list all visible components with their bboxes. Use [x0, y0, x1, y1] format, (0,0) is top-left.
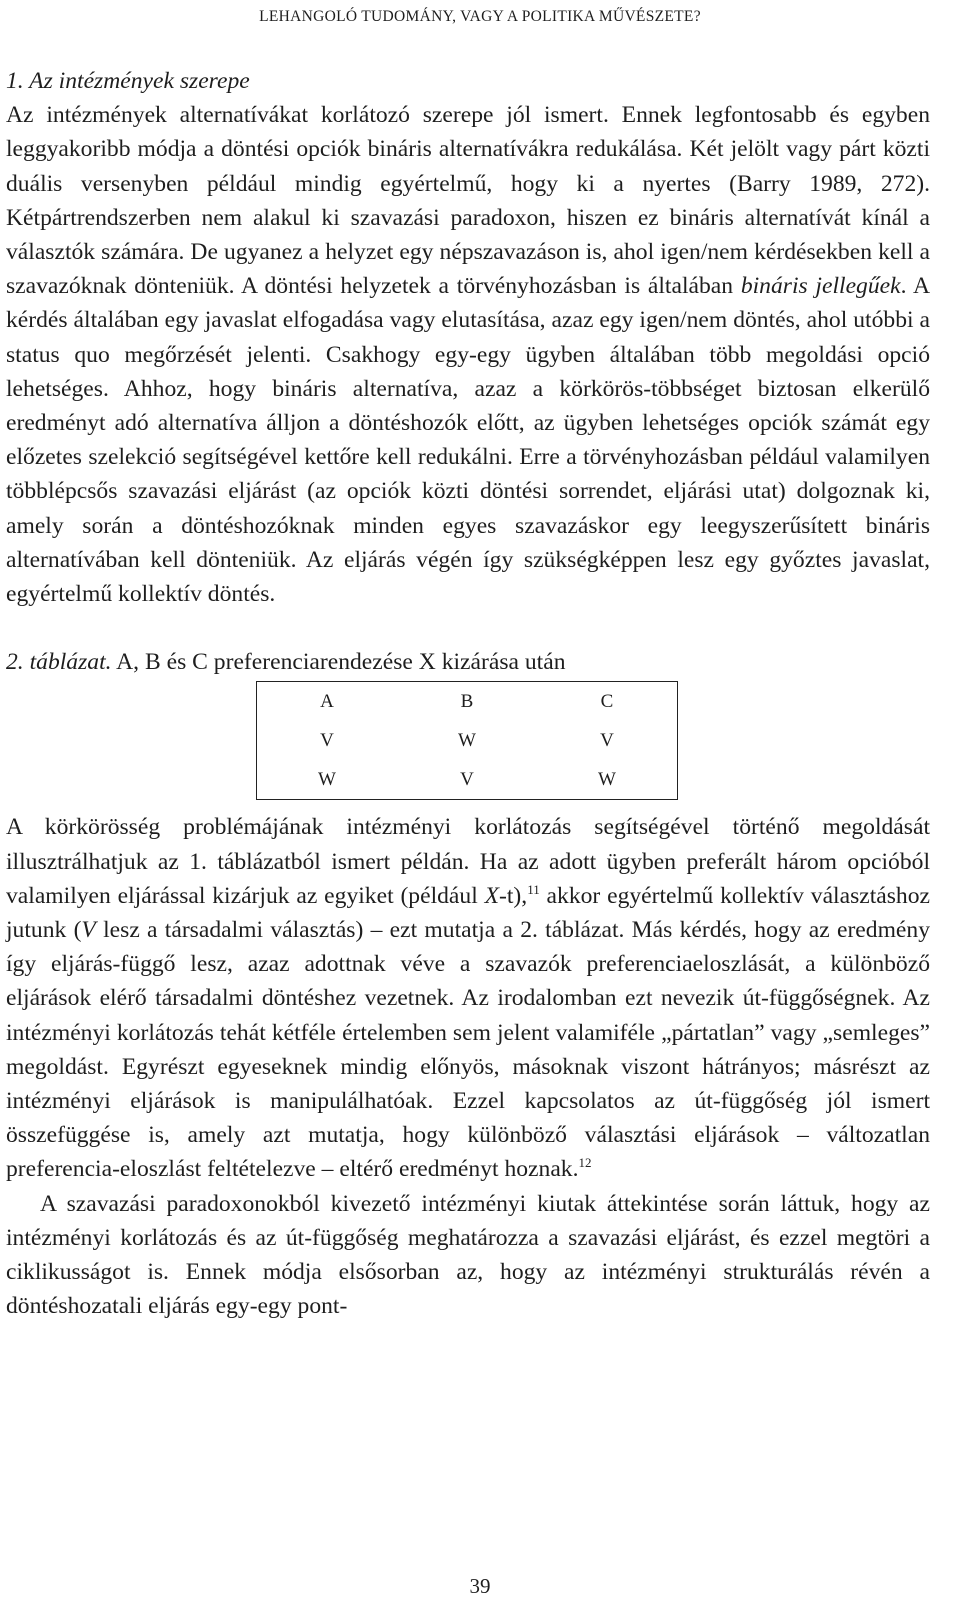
- section-heading: 1. Az intézmények szerepe: [6, 68, 250, 94]
- table-caption: [6, 645, 930, 679]
- paragraph-summary: A szavazási paradoxonokból kivezető intézményi kiutak áttekintése során láttuk, hogy az intézményi korlátozás és az út-függőség meghatározza a szavazási eljárást, és ezzel megtöri a ciklikusságot is. Ennek módja elsősorban az, hogy az intézményi strukturálás révén a döntéshozatali eljárás egy-egy pont-: [6, 1190, 930, 1320]
- emphasis-v: V: [81, 917, 96, 944]
- table-row: [257, 682, 678, 722]
- paragraph-circularity: A körkörösség problémájának intézményi korlátozás segítségével történő megoldását illusztrálhatjuk az 1. táblázatból ismert példán. Ha az adott ügyben preferált három opcióból valamilyen eljárással kizárjuk az egyiket (például X-t),$^{11}$ akkor egyértelmű kollektív választáshoz jutunk (V lesz a társadalmi választás) – ezt mutatja a 2. táblázat. Más kérdés, hogy az eredmény így eljárás-függő lesz, azaz adottnak véve a szavazók preferenciaeloszlását, a különböző eljárások elérő társadalmi döntéshez vezetnek. Az irodalomban ezt nevezik út-függőségnek. Az intézményi korlátozás tehát kétféle értelemben sem jelent valamiféle „pártatlan” vagy „semleges” megoldást. Egyrészt egyeseknek mindig előnyös, másoknak viszont hátrányos; másrészt az intézményi eljárások is manipulálhatóak. Ezzel kapcsolatos az út-függőség jól ismert összefüggése is, amely azt mutatja, hogy különböző választási eljárások – változatlan preferencia-eloszlást feltételezve – eltérő eredményt hoznak.$^{12}$: [6, 814, 930, 1183]
- table-cell: V: [460, 769, 474, 791]
- table-cell: A: [320, 691, 334, 713]
- table-cell: B: [460, 691, 474, 713]
- table-caption-text: A, B és C preferenciarendezése X kizárása után: [111, 649, 566, 676]
- footnote-ref-12[interactable]: 12: [578, 1155, 592, 1171]
- emphasis-x: X: [484, 882, 500, 909]
- table-cell: W: [318, 769, 336, 791]
- table-cell: V: [600, 730, 614, 752]
- table-caption-label: 2. táblázat.: [6, 649, 112, 676]
- emphasis-binary: bináris jellegűek: [740, 273, 901, 300]
- page-number: 39: [469, 1574, 491, 1598]
- table-cell: C: [600, 691, 614, 713]
- footnote-ref-11[interactable]: 11: [527, 881, 540, 897]
- paragraph-institutions: Az intézmények alternatívákat korlátozó szerepe jól ismert. Ennek legfontosabb és egyben leggyakoribb módja a döntési opciók bináris alternatívákra redukálása. Két jelölt vagy párt közti duális versenyben például mindig egyértelmű, hogy ki a nyertes (Barry 1989, 272). Kétpártrendszerben nem alakul ki szavazási paradoxon, hiszen ez bináris alternatívát kínál a választók számára. De ugyanez a helyzet egy népszavazáson is, ahol igen/nem kérdésekben kell a szavazóknak dönteniük. A döntési helyzetek a törvényhozásban is általában bináris jellegűek. A kérdés általában egy javaslat elfogadása vagy elutasítása, azaz egy igen/nem döntés, ahol utóbbi a status quo megőrzését jelenti. Csakhogy egy-egy ügyben általában több megoldási opció lehetséges. Ahhoz, hogy bináris alternatíva, azaz a körkörös-többséget biztosan elkerülő eredményt adó alternatíva álljon a döntéshozók előtt, az ügyben lehetséges opciók számát egy előzetes szelekció segítségével kettőre kell redukálni. Erre a törvényhozásban például valamilyen többlépcsős szavazási eljárást (az opciók közti döntési sorrendet, eljárási utat) dolgoznak ki, amely során a döntéshozóknak minden egyes szavazáskor egy leegyszerűsített bináris alternatívában kell dönteniük. Az eljárás végén így szükségképpen lesz egy győztes javaslat, egyértelmű kollektív döntés.: [6, 102, 930, 608]
- table-cell: W: [458, 730, 476, 752]
- body-text: [6, 64, 930, 1324]
- table-cell: V: [320, 730, 334, 752]
- table-row: [257, 721, 678, 760]
- table-row: [257, 760, 678, 800]
- table-cell: W: [598, 769, 616, 791]
- preference-table: [256, 681, 678, 800]
- running-header: LEHANGOLÓ TUDOMÁNY, VAGY A POLITIKA MŰVÉSZETE?: [259, 8, 701, 25]
